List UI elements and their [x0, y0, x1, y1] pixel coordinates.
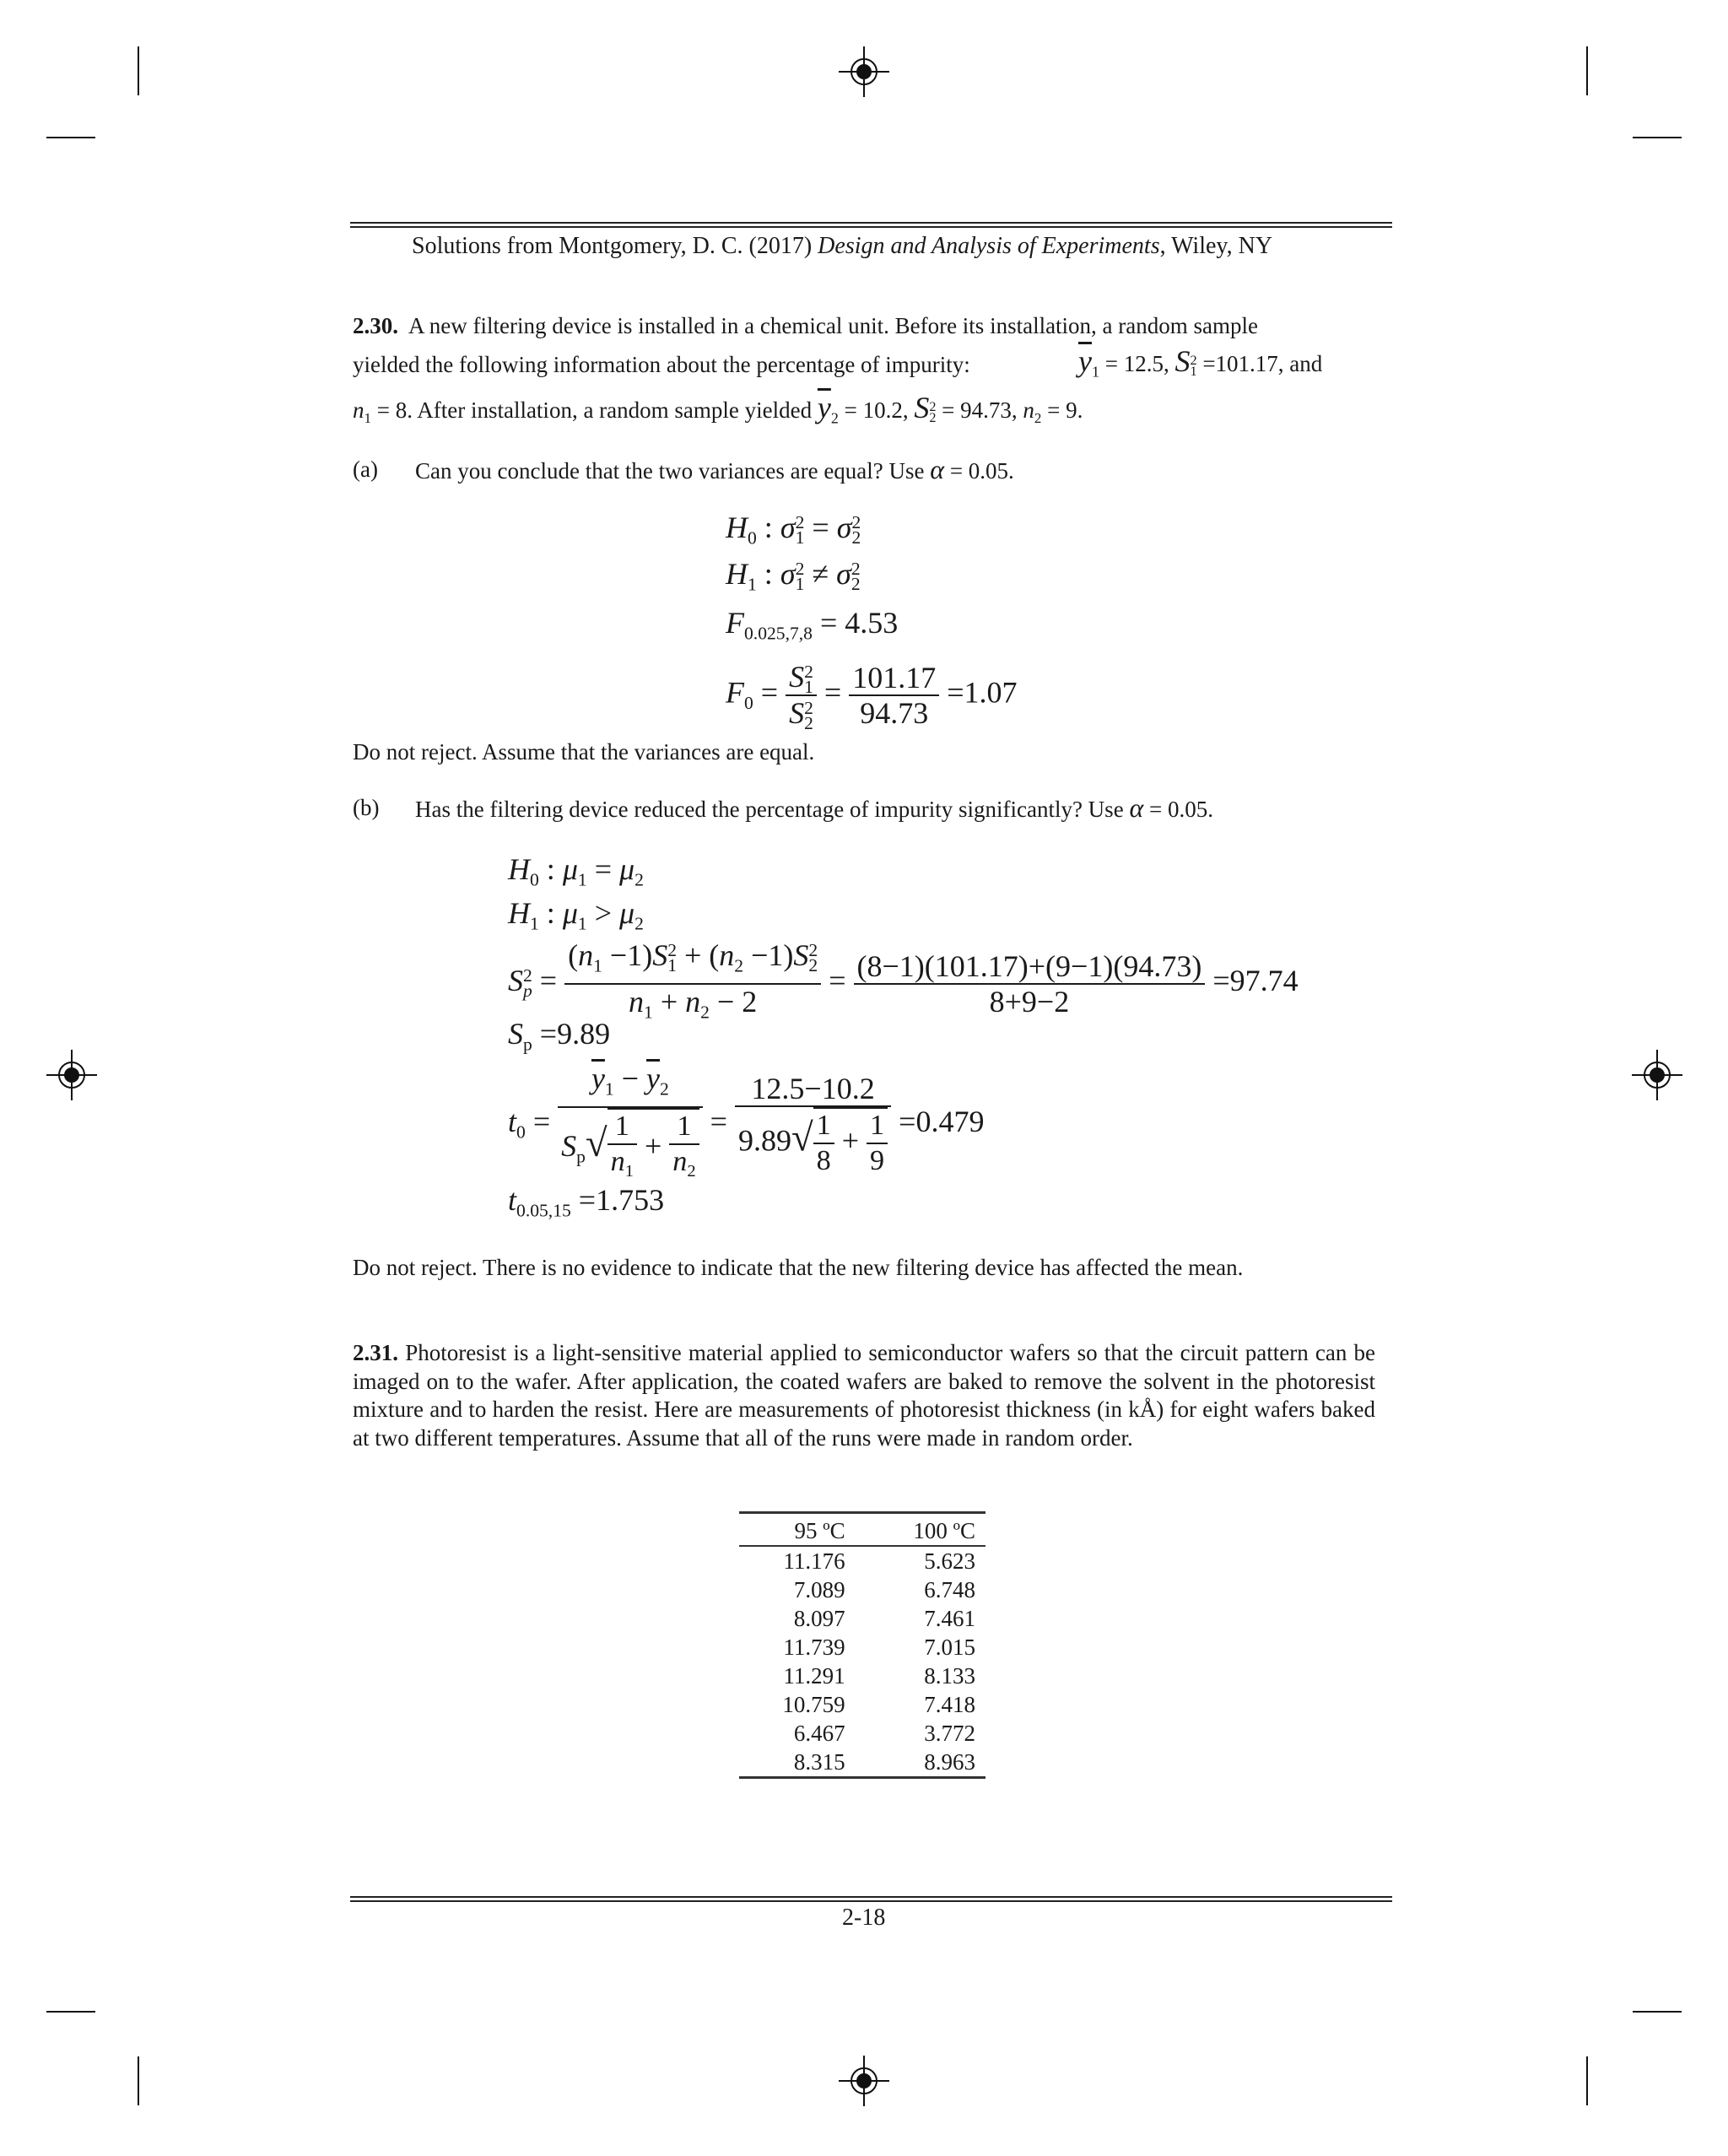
- equation-t-statistic: $t_0$ = $\overline{y}_1 - \overline{y}_2$ $S_p√$ $\frac{1}{n_1}$ + $\frac{1}{n_2}$ = 12.5−10.2 9.89√ $\frac{1}{8}$ + $\frac{1}{9}$ =0.479: [508, 1062, 984, 1188]
- table-cell: 7.015: [924, 1635, 975, 1660]
- equation-h1-mean: $H_1$ : $\mu_1 > \mu_2$: [508, 896, 644, 934]
- registration-mark-icon: [839, 46, 889, 97]
- table-header-row: [739, 1516, 986, 1546]
- footer-rule: [350, 1896, 1392, 1898]
- table-row: [739, 1662, 986, 1690]
- crop-mark: [1633, 137, 1682, 138]
- table-cell: 8.963: [924, 1749, 975, 1775]
- footer-rule: [350, 1900, 1392, 1902]
- column-header: 95 ºC: [794, 1518, 845, 1543]
- equation-pooled-variance: S 2 p = $(n_1 -1)S$ 2 1 + $(n_2 -1)S$ 2 2 $n_1 + n_2 - 2$ = $\frac{(8-1)(101.17)+(9-1)(94.73)}{8+9-2}$ =97.74: [508, 938, 1299, 1023]
- problem-230-line1: [353, 311, 1258, 340]
- problem-231-text: [353, 1339, 1375, 1452]
- table-row: [739, 1546, 986, 1575]
- header-rule: [350, 222, 1392, 224]
- table-row: [739, 1633, 986, 1662]
- header-publisher: , Wiley, NY: [1159, 233, 1273, 259]
- running-header: [412, 232, 1272, 261]
- part-a-question: Can you conclude that the two variances are equal? Use α = 0.05.: [415, 454, 1014, 484]
- table-cell: 6.748: [924, 1577, 975, 1602]
- table-cell: 7.461: [924, 1606, 975, 1631]
- part-b-label: (b): [353, 795, 380, 820]
- given-var1: =101.17, and: [1202, 351, 1323, 376]
- equation-h1-variance: $H_1$ : σ 2 1 ≠ σ 2 2: [726, 557, 861, 595]
- equation-f-critical: $F_{0.025,7,8} = 4.53$: [726, 606, 899, 644]
- registration-mark-icon: [46, 1050, 97, 1100]
- crop-mark: [138, 2056, 139, 2105]
- equation-t-critical: $t_{0.05,15} =1.753$: [508, 1183, 665, 1221]
- table-cell: 3.772: [924, 1721, 975, 1746]
- crop-mark: [138, 46, 139, 95]
- table-row: [739, 1690, 986, 1719]
- problem-text: A new filtering device is installed in a chemical unit. Before its installation, a random sample: [408, 313, 1258, 338]
- part-b-conclusion: Do not reject. There is no evidence to indicate that the new filtering device has affected the mean.: [353, 1255, 1244, 1280]
- problem-text: = 8. After installation, a random sample yielded: [376, 397, 813, 423]
- table-cell: 8.133: [924, 1663, 975, 1689]
- table-cell: 8.315: [793, 1749, 845, 1775]
- header-book-title: Design and Analysis of Experiments: [818, 233, 1160, 259]
- table-cell: 11.291: [783, 1663, 845, 1689]
- table-cell: 8.097: [793, 1606, 845, 1631]
- column-header: 100 ºC: [913, 1518, 975, 1543]
- page-number: 2-18: [842, 1905, 886, 1931]
- part-a-conclusion: Do not reject. Assume that the variances are equal.: [353, 739, 815, 765]
- table-row: [739, 1719, 986, 1748]
- registration-mark-icon: [839, 2056, 889, 2106]
- equation-pooled-sd: $S_p =9.89$: [508, 1017, 611, 1055]
- crop-mark: [1586, 2056, 1588, 2105]
- given-mean1: = 12.5,: [1104, 351, 1169, 376]
- part-b-question: Has the filtering device reduced the percentage of impurity significantly? Use α = 0.05.: [415, 792, 1213, 823]
- table-row: [739, 1604, 986, 1633]
- table-cell: 11.176: [783, 1548, 845, 1574]
- table-row: [739, 1748, 986, 1778]
- problem-230-line2: yielded the following information about the percentage of impurity: $\overline{y}_1 = 12.5$, S 2 1 =101.17, and: [353, 344, 1323, 381]
- equation-h0-mean: $H_0$ : $\mu_1 = \mu_2$: [508, 852, 644, 890]
- table-top-rule: [739, 1511, 986, 1514]
- table-cell: 5.623: [924, 1548, 975, 1574]
- equation-h0-variance: $H_0$ : σ 2 1 = σ 2 2: [726, 511, 861, 548]
- header-citation: Solutions from Montgomery, D. C. (2017): [412, 233, 818, 259]
- table-cell: 7.418: [924, 1692, 975, 1717]
- table-cell: 7.089: [793, 1577, 845, 1602]
- problem-230-line3: $n_1 = 8$. After installation, a random sample yielded $\overline{y}_2 = 10.2$, S 2 2 = 94.73, $n_2 = 9$.: [353, 391, 1083, 427]
- given-var2: = 94.73,: [942, 397, 1018, 423]
- crop-mark: [1633, 2011, 1682, 2013]
- thickness-table: [739, 1516, 986, 1779]
- problem-text: Photoresist is a light-sensitive material applied to semiconductor wafers so that the circuit pattern can be imaged on to the wafer. After application, the coated wafers are baked to remove the solvent in the photoresist mixture and to harden the resist. Here are measurements of photoresist thickness (in kÅ) for eight wafers baked at two different temperatures. Assume that all of the runs were made in random order.: [353, 1340, 1375, 1451]
- crop-mark: [46, 2011, 95, 2013]
- given-n2: = 9.: [1047, 397, 1083, 423]
- table-cell: 10.759: [782, 1692, 845, 1717]
- equation-f-statistic: $F_0$ = S 2 1 S 2 2 = $\frac{101.17}{94.73}$ =1.07: [726, 660, 1018, 733]
- table-row: [739, 1575, 986, 1604]
- crop-mark: [46, 137, 95, 138]
- table-cell: 11.739: [783, 1635, 845, 1660]
- table-cell: 6.467: [793, 1721, 845, 1746]
- registration-mark-icon: [1632, 1050, 1682, 1100]
- problem-number: 2.30.: [353, 313, 398, 338]
- problem-text: yielded the following information about the percentage of impurity:: [353, 352, 970, 377]
- given-mean2: = 10.2,: [844, 397, 909, 423]
- header-rule: [350, 226, 1392, 228]
- problem-number: 2.31.: [353, 1340, 398, 1365]
- part-a-label: (a): [353, 457, 378, 482]
- crop-mark: [1586, 46, 1588, 95]
